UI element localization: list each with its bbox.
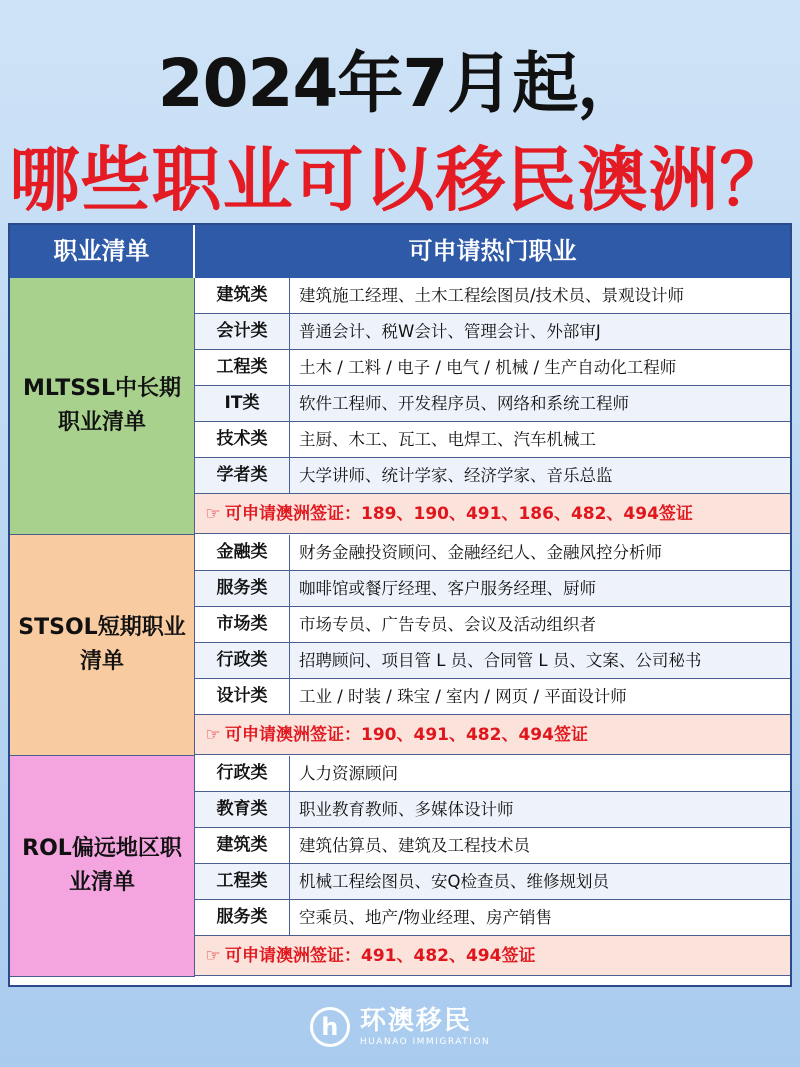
table-row	[195, 386, 790, 422]
category-cell: 金融类	[195, 535, 290, 570]
table-row	[195, 571, 790, 607]
logo-icon: h	[310, 1007, 350, 1047]
visa-text: 可申请澳洲签证：491、482、494签证	[225, 946, 536, 966]
occupation-group	[10, 756, 790, 977]
category-cell: 设计类	[195, 679, 290, 714]
jobs-cell: 建筑估算员、建筑及工程技术员	[299, 836, 530, 855]
table-row	[195, 756, 790, 792]
brand-logo	[0, 1002, 800, 1052]
visa-note	[195, 494, 790, 534]
jobs-cell: 人力资源顾问	[299, 764, 398, 783]
group-label: ROL偏远地区职业清单	[10, 756, 195, 977]
jobs-cell: 建筑施工经理、土木工程绘图员/技术员、景观设计师	[299, 286, 685, 305]
category-cell: IT类	[195, 386, 290, 421]
table-row	[195, 535, 790, 571]
category-cell: 建筑类	[195, 828, 290, 863]
category-cell: 服务类	[195, 900, 290, 935]
logo-name-cn: 环澳移民	[359, 1006, 472, 1036]
visa-text: 可申请澳洲签证：189、190、491、186、482、494签证	[225, 504, 693, 524]
jobs-cell: 普通会计、税W会计、管理会计、外部审J	[299, 322, 601, 341]
visa-note	[195, 936, 790, 976]
jobs-cell: 工业 / 时装 / 珠宝 / 室内 / 网页 / 平面设计师	[299, 687, 627, 706]
logo-name-en: HUANAO IMMIGRATION	[359, 1037, 491, 1047]
table-row	[195, 422, 790, 458]
table-row	[195, 278, 790, 314]
table-header	[10, 225, 790, 278]
group-label: STSOL短期职业清单	[10, 535, 195, 756]
group-label: MLTSSL中长期职业清单	[10, 278, 195, 535]
category-cell: 市场类	[195, 607, 290, 642]
occupation-group	[10, 278, 790, 535]
table-row	[195, 792, 790, 828]
jobs-cell: 空乘员、地产/物业经理、房产销售	[299, 908, 553, 927]
category-cell: 行政类	[195, 756, 290, 791]
visa-text: 可申请澳洲签证：190、491、482、494签证	[225, 725, 588, 745]
table-row	[195, 643, 790, 679]
jobs-cell: 财务金融投资顾问、金融经纪人、金融风控分析师	[299, 543, 662, 562]
table-row	[195, 828, 790, 864]
header-popular-occupations: 可申请热门职业	[408, 237, 577, 265]
category-cell: 服务类	[195, 571, 290, 606]
hand-pointing-icon: ☞	[205, 504, 221, 524]
jobs-cell: 软件工程师、开发程序员、网络和系统工程师	[299, 394, 629, 413]
jobs-cell: 土木 / 工料 / 电子 / 电气 / 机械 / 生产自动化工程师	[299, 358, 677, 377]
category-cell: 建筑类	[195, 278, 290, 313]
table-row	[195, 314, 790, 350]
jobs-cell: 大学讲师、统计学家、经济学家、音乐总监	[299, 466, 613, 485]
table-row	[195, 864, 790, 900]
occupation-group	[10, 535, 790, 756]
jobs-cell: 职业教育教师、多媒体设计师	[299, 800, 514, 819]
category-cell: 工程类	[195, 350, 290, 385]
jobs-cell: 招聘顾问、项目管 L 员、合同管 L 员、文案、公司秘书	[299, 651, 702, 670]
category-cell: 会计类	[195, 314, 290, 349]
hand-pointing-icon: ☞	[205, 725, 221, 745]
table-row	[195, 679, 790, 715]
hand-pointing-icon: ☞	[205, 946, 221, 966]
jobs-cell: 机械工程绘图员、安Q检查员、维修规划员	[299, 872, 609, 891]
jobs-cell: 主厨、木工、瓦工、电焊工、汽车机械工	[299, 430, 596, 449]
visa-note	[195, 715, 790, 755]
occupation-table	[8, 223, 792, 987]
headline-line2: 哪些职业可以移民澳洲？	[9, 139, 791, 221]
headline-line1: 2024年7月起，	[157, 45, 643, 122]
table-row	[195, 607, 790, 643]
category-cell: 行政类	[195, 643, 290, 678]
jobs-cell: 咖啡馆或餐厅经理、客户服务经理、厨师	[299, 579, 596, 598]
jobs-cell: 市场专员、广告专员、会议及活动组织者	[299, 615, 596, 634]
table-row	[195, 458, 790, 494]
category-cell: 学者类	[195, 458, 290, 493]
table-row	[195, 900, 790, 936]
category-cell: 工程类	[195, 864, 290, 899]
table-row	[195, 350, 790, 386]
category-cell: 技术类	[195, 422, 290, 457]
header-occupation-list: 职业清单	[10, 225, 195, 278]
category-cell: 教育类	[195, 792, 290, 827]
